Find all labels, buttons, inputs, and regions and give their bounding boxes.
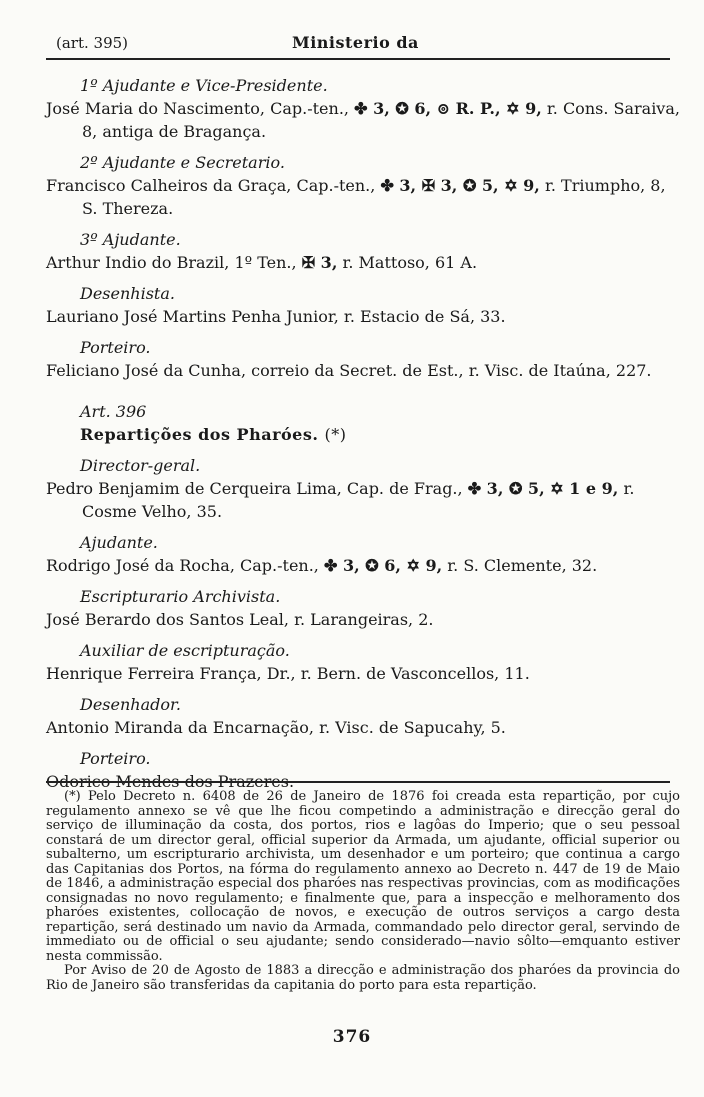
entry-decorations: ✤ 3, ✪ 6, ⊚ R. P., ✡ 9, <box>354 99 542 118</box>
entry-address: r. Cons. Saraiva, 8, antiga de Bragança. <box>82 99 680 141</box>
entry-name: Antonio Miranda da Encarnação, <box>46 718 314 737</box>
entry-name: Arthur Indio do Brazil, <box>46 253 230 272</box>
entry-address: r. Visc. de Sapucahy, 5. <box>319 718 506 737</box>
entry-name: Pedro Benjamim de Cerqueira Lima, <box>46 479 342 498</box>
entry-rank: 1º Ten., <box>234 253 297 272</box>
entry-name: Feliciano José da Cunha, <box>46 361 247 380</box>
staff-entry <box>46 554 680 577</box>
entry-rank: Dr., <box>266 664 296 683</box>
entry-address: r. Larangeiras, 2. <box>294 610 434 629</box>
role-title: Desenhador. <box>80 695 181 714</box>
entry-rank: Cap.-ten., <box>296 176 376 195</box>
entry-name: José Maria do Nascimento, <box>46 99 266 118</box>
staff-entry <box>46 477 680 523</box>
staff-entry <box>46 97 680 143</box>
art-395-list <box>46 74 680 382</box>
role-title: Porteiro. <box>80 749 151 768</box>
header-article-ref: (art. 395) <box>56 34 129 52</box>
staff-entry <box>46 305 680 328</box>
entry-rank: Cap. de Frag., <box>346 479 463 498</box>
entry-decorations: ✠ 3, <box>301 253 338 272</box>
footnote-paragraph: Por Aviso de 20 de Agosto de 1883 a direcção e administração dos pharóes da provincia do Rio de Janeiro são transferidas da capitania do porto para esta repartição. <box>46 963 680 993</box>
staff-entry <box>46 608 680 631</box>
role-title: Auxiliar de escripturação. <box>80 641 290 660</box>
art-396-list <box>46 454 680 793</box>
staff-entry <box>46 359 680 382</box>
staff-entry <box>46 716 680 739</box>
staff-entry <box>46 174 680 220</box>
footnote-marker: (*) <box>324 425 347 444</box>
entry-address: r. Mattoso, 61 A. <box>342 253 478 272</box>
entry-address: r. Triumpho, 8, S. Thereza. <box>82 176 666 218</box>
footnote-divider <box>46 781 670 783</box>
entry-address: r. Visc. de Itaúna, 227. <box>468 361 652 380</box>
article-label: Art. 396 <box>80 402 147 421</box>
entry-address: r. Estacio de Sá, 33. <box>343 307 506 326</box>
entry-address: r. Cosme Velho, 35. <box>82 479 635 521</box>
page-number: 376 <box>332 1027 372 1047</box>
role-title: Ajudante. <box>80 533 158 552</box>
entry-name: Henrique Ferreira França, <box>46 664 262 683</box>
entry-name: Odorico Mendes dos Prazeres. <box>46 772 295 791</box>
entry-decorations: ✤ 3, ✪ 6, ✡ 9, <box>323 556 443 575</box>
entry-decorations: ✤ 3, ✠ 3, ✪ 5, ✡ 9, <box>380 176 540 195</box>
entry-name: Rodrigo José da Rocha, <box>46 556 235 575</box>
page-body <box>46 66 680 793</box>
header-title: Ministerio da <box>292 33 419 52</box>
role-title: Porteiro. <box>80 338 151 357</box>
entry-rank: Cap.-ten., <box>240 556 319 575</box>
role-title: Escripturario Archivista. <box>80 587 281 606</box>
entry-name: Lauriano José Martins Penha Junior, <box>46 307 339 326</box>
role-title: 1º Ajudante e Vice-Presidente. <box>80 76 328 95</box>
entry-name: Francisco Calheiros da Graça, <box>46 176 292 195</box>
section-title-text: Repartições dos Pharóes. <box>80 425 319 444</box>
role-title: Director-geral. <box>80 456 201 475</box>
entry-rank: correio da Secret. de Est., <box>251 361 464 380</box>
entry-decorations: ✤ 3, ✪ 5, ✡ 1 e 9, <box>467 479 619 498</box>
footnote <box>46 790 680 993</box>
entry-name: José Berardo dos Santos Leal, <box>46 610 290 629</box>
role-title: Desenhista. <box>80 284 175 303</box>
role-title: 3º Ajudante. <box>80 230 181 249</box>
entry-address: r. Bern. de Vasconcellos, 11. <box>300 664 530 683</box>
staff-entry <box>46 662 680 685</box>
article-heading <box>46 400 680 423</box>
footnote-paragraph: (*) Pelo Decreto n. 6408 de 26 de Janeiro de 1876 foi creada esta repartição, por cujo regulamento annexo se vê que lhe ficou competindo a administração e direcção geral do serviço de illuminação da costa, dos portos, rios e lagôas do Imperio; que o seu pessoal constará de um director geral, official superior da Armada, um ajudante, official superior ou subalterno, um escripturario archivista, um desenhador e um porteiro; que continua a cargo das Capitanias dos Portos, na fórma do regulamento annexo ao Decreto n. 447 de 19 de Maio de 1846, a administração especial dos pharóes nas respectivas provincias, com as modificações consignadas no novo regulamento; e finalmente que, para a inspecção e melhoramento dos pharóes existentes, collocação de novos, e execução de outros serviços a cargo desta repartição, será destinado um navio da Armada, commandado pelo director geral, servindo de immediato ou de official o seu ajudante; sendo considerado—navio sôlto—emquanto estiver nesta commissão. <box>46 789 680 964</box>
staff-entry <box>46 251 680 274</box>
running-header <box>46 30 670 60</box>
role-title: 2º Ajudante e Secretario. <box>80 153 285 172</box>
section-title <box>46 423 680 446</box>
entry-address: r. S. Clemente, 32. <box>447 556 598 575</box>
entry-rank: Cap.-ten., <box>270 99 349 118</box>
